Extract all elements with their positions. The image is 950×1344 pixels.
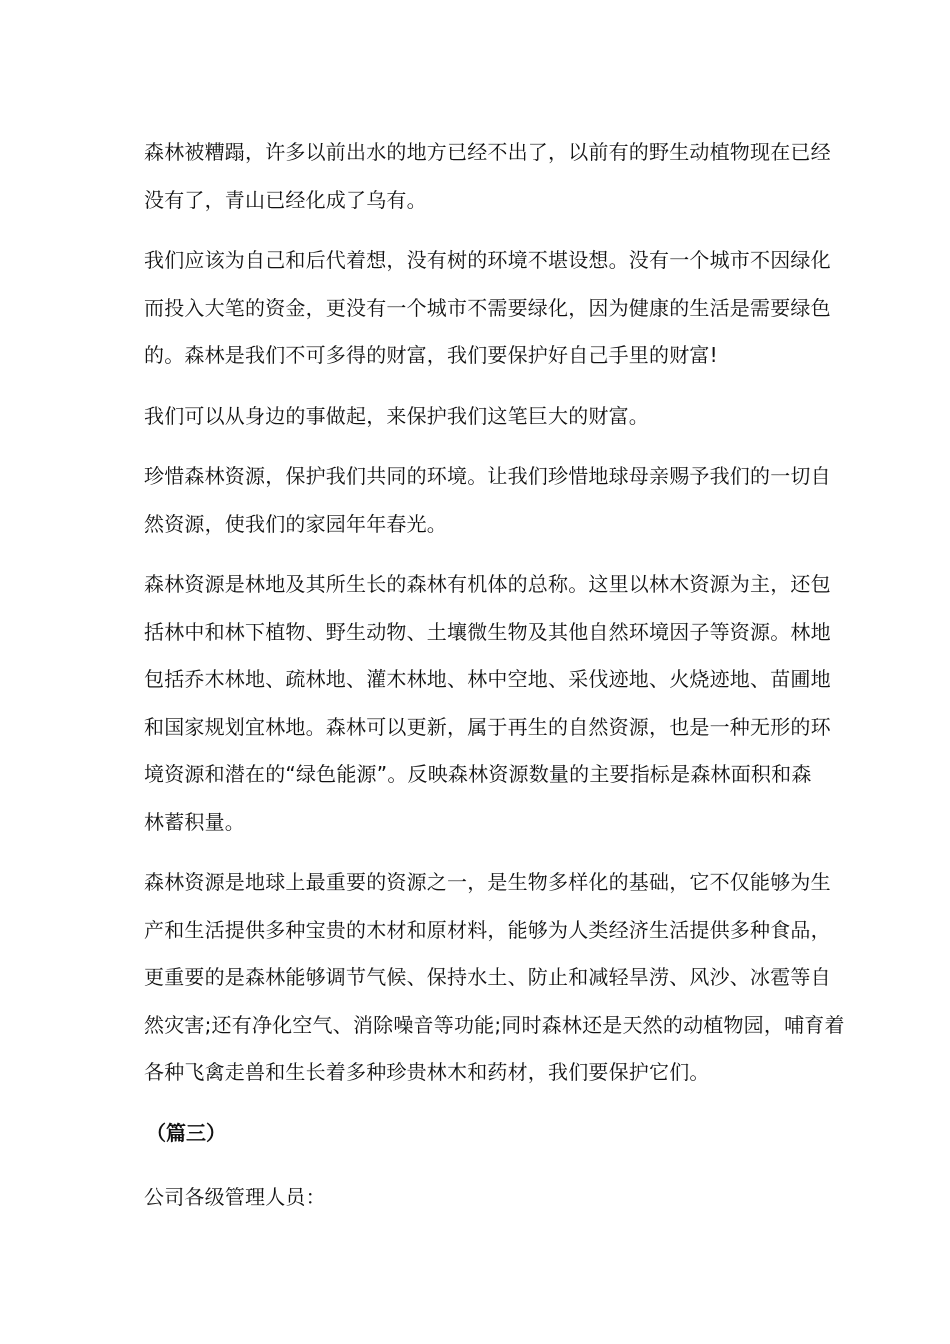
paragraph-forest-definition — [144, 561, 831, 846]
text-line: 我们可以从身边的事做起，来保护我们这笔巨大的财富。 — [144, 403, 649, 428]
closing-line: 公司各级管理人员： — [144, 1185, 326, 1209]
text-line: 森林被糟蹋，许多以前出水的地方已经不出了，以前有的野生动植物现在已经 — [144, 140, 831, 164]
text-line: 和国家规划宜林地。森林可以更新，属于再生的自然资源，也是一种无形的环 — [144, 714, 831, 739]
paragraph-future-generations — [144, 237, 831, 380]
text-line: 更重要的是森林能够调节气候、保持水土、防止和减轻旱涝、风沙、冰雹等自 — [144, 965, 831, 989]
text-line: 我们应该为自己和后代着想，没有树的环境不堪设想。没有一个城市不因绿化 — [144, 248, 831, 272]
text-line: 森林资源是地球上最重要的资源之一，是生物多样化的基础，它不仅能够为生 — [144, 870, 831, 894]
paragraph-forest-destroyed — [144, 129, 831, 224]
text-line: 而投入大笔的资金，更没有一个城市不需要绿化，因为健康的生活是需要绿色 — [144, 295, 831, 320]
text-line: 然资源，使我们的家园年年春光。 — [144, 511, 447, 536]
text-line: 的。森林是我们不可多得的财富，我们要保护好自己手里的财富! — [144, 343, 718, 367]
paragraph-forest-importance — [144, 859, 845, 1097]
text-line: 各种飞禽走兽和生长着多种珍贵林木和药材，我们要保护它们。 — [144, 1060, 710, 1084]
text-line: 括林中和林下植物、野生动物、土壤微生物及其他自然环境因子等资源。林地 — [144, 619, 831, 644]
text-line: 森林资源是林地及其所生长的森林有机体的总称。这里以林木资源为主，还包 — [144, 572, 831, 596]
text-line: 境资源和潜在的“绿色能源”。反映森林资源数量的主要指标是森林面积和森 — [144, 762, 812, 786]
text-line: 林蓄积量。 — [144, 809, 245, 834]
text-line: 包括乔木林地、疏林地、灌木林地、林中空地、采伐迹地、火烧迹地、苗圃地 — [144, 667, 831, 691]
text-line: 产和生活提供多种宝贵的木材和原材料，能够为人类经济生活提供多种食品， — [144, 917, 831, 942]
paragraph-cherish-resources — [144, 453, 831, 548]
text-line: 然灾害;还有净化空气、消除噪音等功能;同时森林还是天然的动植物园，哺育着 — [144, 1012, 845, 1037]
document-page — [144, 129, 845, 1235]
text-line: 珍惜森林资源，保护我们共同的环境。让我们珍惜地球母亲赐予我们的一切自 — [144, 464, 831, 488]
paragraph-start-from-ourselves — [144, 393, 809, 441]
text-line: 没有了，青山已经化成了乌有。 — [144, 187, 427, 212]
section-heading: （篇三） — [146, 1120, 226, 1145]
